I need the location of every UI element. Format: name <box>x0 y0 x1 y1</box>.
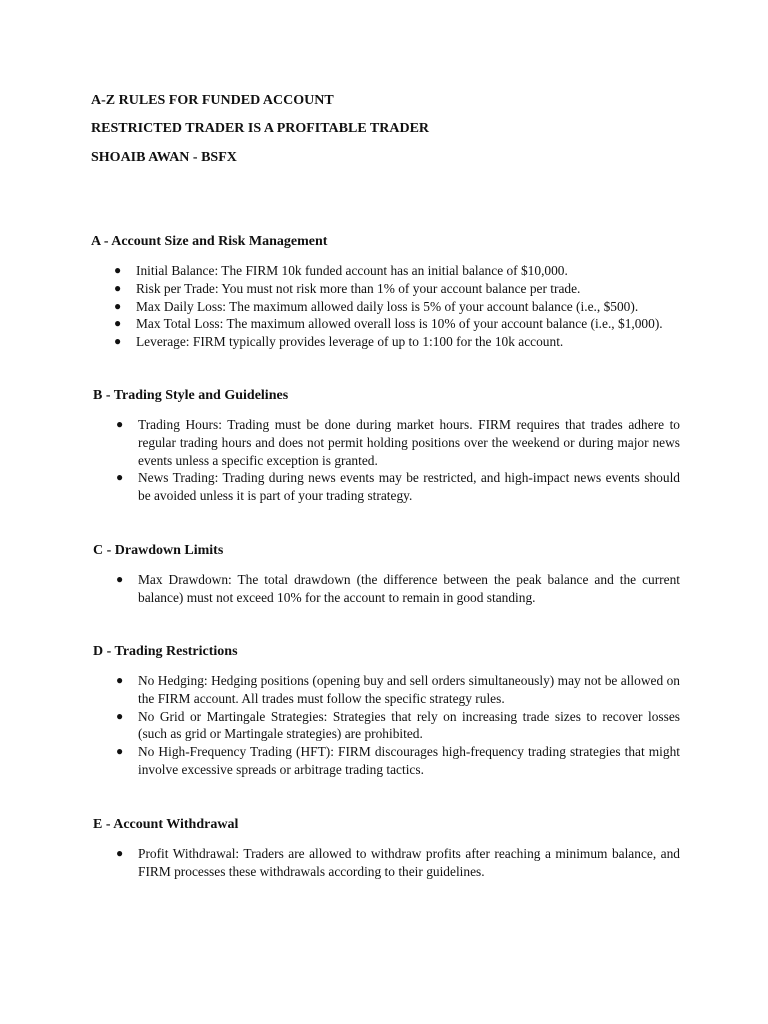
list-item <box>93 571 680 607</box>
list-item-text: No Grid or Martingale Strategies: Strategies that rely on increasing trade sizes to recover losses (such as grid or Martingale strategies) are prohibited. <box>138 708 680 742</box>
list-item <box>91 315 678 333</box>
bullet-icon: ● <box>114 280 122 295</box>
doc-title: A-Z RULES FOR FUNDED ACCOUNT <box>91 93 334 108</box>
list-item <box>93 416 680 469</box>
list-item-text: Max Total Loss: The maximum allowed overall loss is 10% of your account balance (i.e., $1,000). <box>136 316 663 332</box>
bullet-icon: ● <box>116 673 124 687</box>
list-item <box>93 743 680 779</box>
list-item <box>93 708 680 744</box>
bullet-icon: ● <box>114 334 122 349</box>
section-c <box>93 542 693 607</box>
bullet-list <box>93 416 693 505</box>
bullet-icon: ● <box>116 708 124 723</box>
bullet-icon: ● <box>114 298 122 313</box>
list-item-text: No High-Frequency Trading (HFT): FIRM discourages high-frequency trading strategies that might involve excessive spreads or arbitrage trading tactics. <box>138 744 680 777</box>
bullet-list <box>93 571 693 607</box>
list-item <box>93 672 680 708</box>
doc-subtitle: RESTRICTED TRADER IS A PROFITABLE TRADER <box>91 121 430 136</box>
bullet-icon: ● <box>114 316 122 331</box>
list-item-text: News Trading: Trading during news events may be restricted, and high-impact news events should be avoided unless it is part of your trading strategy. <box>138 470 680 504</box>
bullet-icon: ● <box>116 572 124 586</box>
bullet-icon: ● <box>116 417 124 431</box>
bullet-icon: ● <box>116 846 124 860</box>
bullet-icon: ● <box>116 470 124 485</box>
list-item <box>93 845 680 881</box>
list-item <box>93 469 680 505</box>
section-heading: C - Drawdown Limits <box>93 543 224 558</box>
list-item-text: Trading Hours: Trading must be done during market hours. FIRM requires that trades adhere to regular trading hours and does not permit holding positions over the weekend or during major news events unless a specific exception is granted. <box>138 417 680 468</box>
list-item-text: Initial Balance: The FIRM 10k funded account has an initial balance of $10,000. <box>136 263 568 278</box>
bullet-list <box>93 845 693 881</box>
section-a <box>91 233 691 351</box>
section-e <box>93 816 693 881</box>
list-item <box>91 298 678 316</box>
section-b <box>93 387 693 505</box>
list-item-text: Profit Withdrawal: Traders are allowed to withdraw profits after reaching a minimum balance, and FIRM processes these withdrawals according to their guidelines. <box>138 846 680 879</box>
bullet-icon: ● <box>114 263 122 277</box>
list-item-text: Max Daily Loss: The maximum allowed daily loss is 5% of your account balance (i.e., $500). <box>136 298 639 314</box>
list-item-text: No Hedging: Hedging positions (opening buy and sell orders simultaneously) may not be allowed on the FIRM account. All trades must follow the specific strategy rules. <box>138 673 680 706</box>
section-heading: B - Trading Style and Guidelines <box>93 388 289 403</box>
list-item-text: Leverage: FIRM typically provides leverage of up to 1:100 for the 10k account. <box>136 334 564 350</box>
list-item-text: Risk per Trade: You must not risk more than 1% of your account balance per trade. <box>136 280 581 296</box>
bullet-list <box>93 672 693 779</box>
list-item <box>91 280 678 298</box>
bullet-list <box>91 262 691 351</box>
bullet-icon: ● <box>116 744 124 759</box>
section-heading: A - Account Size and Risk Management <box>91 234 328 249</box>
list-item-text: Max Drawdown: The total drawdown (the difference between the peak balance and the current balance) must not exceed 10% for the account to remain in good standing. <box>138 572 680 605</box>
list-item <box>91 333 678 351</box>
section-heading: E - Account Withdrawal <box>93 817 239 832</box>
section-heading: D - Trading Restrictions <box>93 644 238 659</box>
doc-author: SHOAIB AWAN - BSFX <box>91 150 237 165</box>
section-d <box>93 643 693 779</box>
list-item <box>91 262 678 280</box>
